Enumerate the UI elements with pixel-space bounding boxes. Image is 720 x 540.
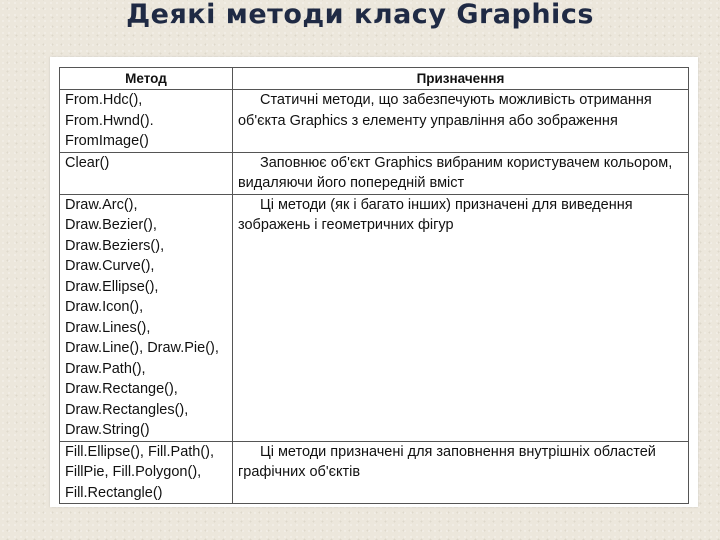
method-cell bbox=[60, 194, 233, 441]
method-name: From.Hwnd(). bbox=[65, 112, 154, 129]
method-name: Draw.Icon(), bbox=[65, 299, 144, 315]
method-description: Заповнює об'єкт Graphics вибраним користувачем кольором, видаляючи його попередній вміст bbox=[237, 154, 673, 191]
method-description: Ці методи (як і багато інших) призначені для виведення зображень і геометричних фігур bbox=[237, 196, 633, 233]
method-cell bbox=[60, 90, 233, 153]
method-name: Draw.Curve(), bbox=[65, 258, 155, 274]
methods-table bbox=[59, 67, 689, 504]
method-name: Draw.Bezier(), bbox=[65, 217, 157, 233]
method-name: Draw.Ellipse(), bbox=[65, 278, 159, 295]
method-name: Draw.Beziers(), bbox=[65, 237, 165, 254]
method-description: Статичні методи, що забезпечують можливість отримання об'єкта Graphics з елементу управління або зображення bbox=[237, 92, 652, 129]
table-row bbox=[60, 90, 689, 153]
method-name: FromImage() bbox=[65, 133, 149, 149]
description-cell bbox=[232, 152, 688, 194]
method-name: Draw.Arc(), bbox=[65, 196, 138, 213]
description-cell bbox=[232, 90, 688, 153]
method-name: Draw.String() bbox=[65, 422, 150, 438]
slide-title: Деякі методи класу Graphics bbox=[126, 0, 594, 30]
method-name: FillPie, Fill.Polygon(), bbox=[65, 464, 202, 480]
method-name: Draw.Rectange(), bbox=[65, 381, 178, 397]
table-panel bbox=[50, 57, 698, 507]
method-name: Draw.Line(), Draw.Pie(), bbox=[65, 340, 219, 356]
table-row bbox=[60, 194, 689, 441]
method-name: Draw.Path(), bbox=[65, 360, 146, 377]
description-cell bbox=[232, 194, 688, 441]
method-cell bbox=[60, 152, 233, 194]
table-row bbox=[60, 152, 689, 194]
method-name: From.Hdc(), bbox=[65, 92, 143, 108]
method-name: Draw.Lines(), bbox=[65, 319, 151, 336]
method-description: Ці методи призначені для заповнення внутрішніх областей графічних об'єктів bbox=[237, 443, 656, 480]
method-name: Clear() bbox=[65, 154, 110, 171]
method-cell bbox=[60, 441, 233, 504]
table-row bbox=[60, 441, 689, 504]
method-name: Draw.Rectangles(), bbox=[65, 401, 189, 418]
method-name: Fill.Rectangle() bbox=[65, 484, 163, 501]
description-cell bbox=[232, 441, 688, 504]
header-method: Метод bbox=[60, 68, 233, 90]
method-name: Fill.Ellipse(), Fill.Path(), bbox=[65, 443, 215, 460]
table-header-row bbox=[60, 68, 689, 90]
header-purpose: Призначення bbox=[232, 68, 688, 90]
